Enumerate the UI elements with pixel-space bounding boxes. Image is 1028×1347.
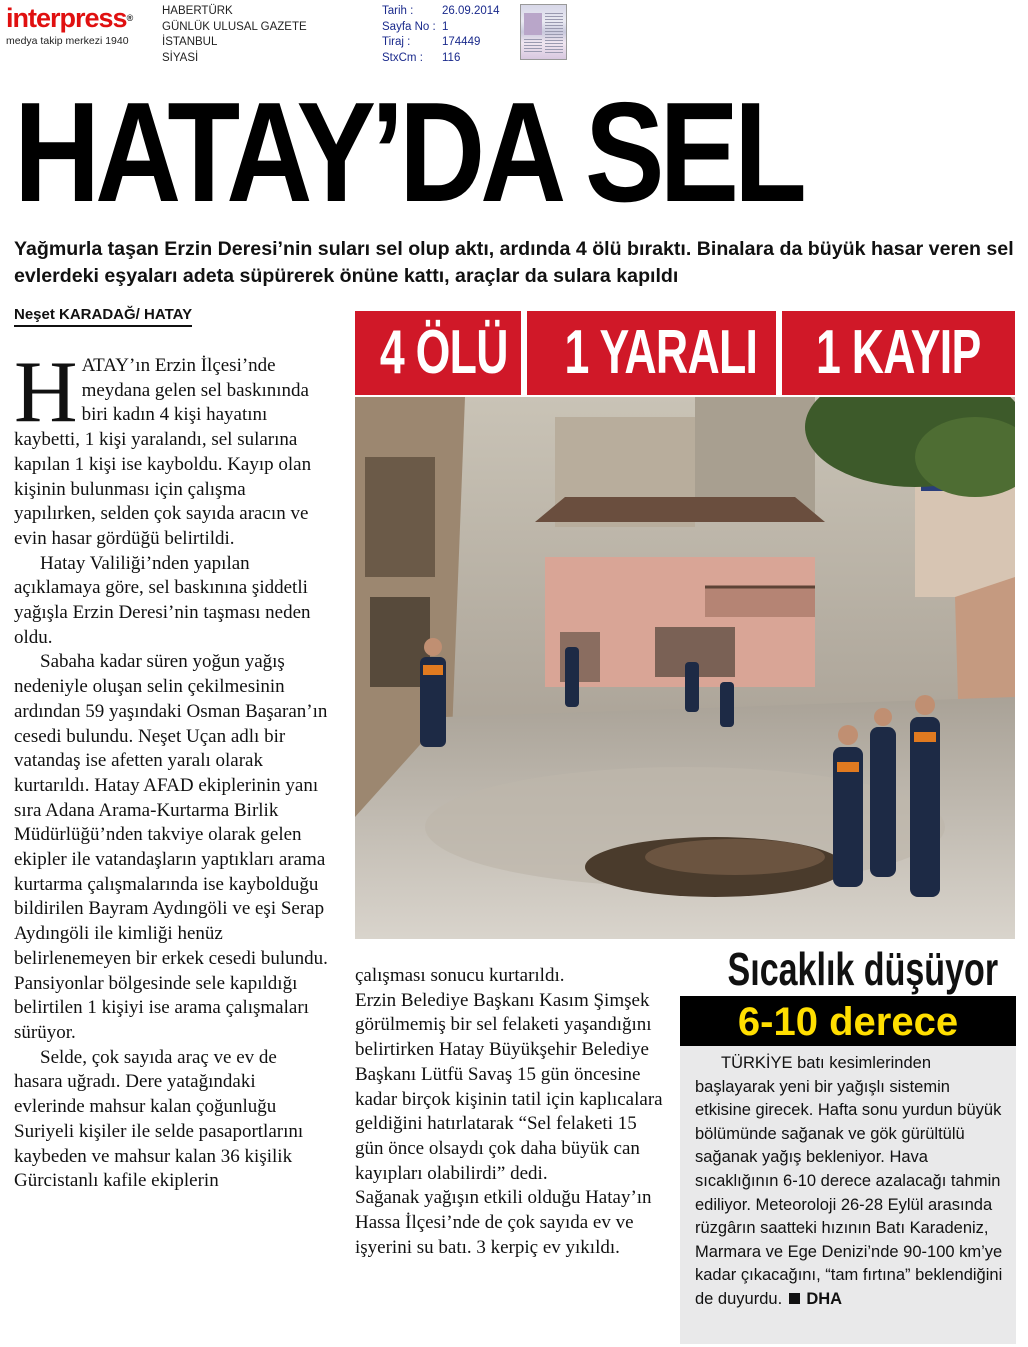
sidebar-source: DHA: [806, 1289, 843, 1308]
headline: HATAY’DA SEL: [14, 73, 802, 232]
meta-circulation: Tiraj : 174449: [382, 36, 481, 48]
banner-missing: 1 KAYIP: [782, 311, 1015, 395]
article-left-column: [14, 344, 330, 1194]
sidebar-subtitle: 6-10 derece: [737, 1000, 959, 1044]
publication-type: GÜNLÜK ULUSAL GAZETE: [162, 20, 307, 33]
flood-photo: [355, 397, 1015, 939]
mid-paragraph-2: Erzin Belediye Başkanı Kasım Şimşek görülmemiş bir sel felaketi yaşandığını belirtirken Hatay Büyükşehir Belediye Başkanı Lütfü Savaş 15 gün öncesine kadar birçok kişinin tatil için kaplıcalara geldiğini hatırlatarak “Sel felaketi 15 gün önce olsaydı çok daha büyük can kayıpları olabilirdi” dedi.: [355, 989, 663, 1184]
paragraph-1: HATAY’ın Erzin İlçesi’nde meydana gelen sel baskınında biri kadın 4 kişi hayatını kaybetti, 1 kişi yaralandı, sel sularına kapılan 1 kişi ise kayboldu. Kayıp olan kişinin bulunması için çalışma yapılırken, selden çok sayıda aracın ve evin hasar gördüğü belirtildi.: [14, 344, 312, 549]
article-mid-column: [355, 964, 665, 1260]
meta-date: Tarih : 26.09.2014: [382, 5, 500, 17]
paragraph-4: Selde, çok sayıda araç ve ev de hasara uğradı. Dere yatağındaki evlerinde mahsur kalan çoğunluğu Suriyeli kişiler ile selde pasaportlarını kaybeden ve mahsur kalan 36 kişilik Gürcistanlı kafile ekiplerin: [14, 1046, 304, 1192]
banner-injured: 1 YARALI: [527, 311, 776, 395]
interpress-logo: [6, 4, 148, 50]
clip-meta-fields: [382, 4, 500, 66]
paragraph-3: Sabaha kadar süren yoğun yağış nedeniyle oluşan selin çekilmesinin ardından 59 yaşındaki Osman Başaran’ın cesedi bulundu. Neşet Uçan adlı bir vatandaş ise afetten yaralı olarak kurtarıldı. Hatay AFAD ekiplerinin yanı sıra Adana Arama-Kurtarma Birlik Müdürlüğü’nden takviye olarak gelen ekipler ile vatandaşların yaptıkları arama kurtarma çalışmalarında ise kaybolduğu bildirilen Bayram Aydıngöli ve eşi Serap Aydıngöli ile kimliği henüz belirlenemeyen bir erkek cesedi bulundu. Pansiyonlar bölgesinde sele kapıldığı belirtilen 1 kişiyi ise arama çalışmaları sürüyor.: [14, 651, 328, 1043]
square-bullet-icon: [789, 1293, 800, 1304]
page-thumbnail[interactable]: [520, 4, 567, 60]
meta-stxcm: StxCm : 116: [382, 51, 461, 64]
sidebar-text: TÜRKİYE batı kesimlerinden başlayarak yeni bir yağışlı sistemin etkisine girecek. Hafta sonu yurdun büyük bölümünde sağanak ve gök gürültülü sağanak yağış bekleniyor. Hava sıcaklığının 6-10 derece azalacağı tahmin ediliyor. Meteoroloji 26-28 Eylül arasında rüzgârın saatteki hızının Batı Karadeniz, Marmara ve Ege Denizi’nde 90-100 km’ye kadar çıkacağını, “tam fırtına” beklendiğini de duyurdu. DHA: [695, 1054, 1003, 1308]
mid-paragraph-1: çalışması sonucu kurtarıldı.: [355, 965, 565, 986]
dropcap: H: [14, 344, 78, 441]
publication-name: HABERTÜRK: [162, 5, 233, 17]
paragraph-2: Hatay Valiliği’nden yapılan açıklamaya göre, sel baskınına şiddetli yağışla Erzin Deresi’nin taşması neden oldu.: [14, 552, 311, 648]
deck: Yağmurla taşan Erzin Deresi’nin suları sel olup aktı, ardında 4 ölü bıraktı. Binalara da büyük hasar veren sel evlerdeki eşyaları adeta süpürerek önüne kattı, araçlar da sulara kapıldı: [14, 238, 1014, 287]
publication-info: [162, 4, 307, 66]
logo-wordmark: interpress®: [6, 3, 133, 33]
logo-tagline: medya takip merkezi 1940: [6, 35, 129, 47]
publication-city: İSTANBUL: [162, 36, 218, 48]
meta-page: Sayfa No : 1: [382, 20, 449, 33]
sidebar-title: Sıcaklık düşüyor: [727, 943, 999, 995]
byline: Neşet KARADAĞ/ HATAY: [14, 306, 192, 327]
publication-section: SİYASİ: [162, 51, 199, 64]
mid-paragraph-3: Sağanak yağışın etkili olduğu Hatay’ın Hassa İlçesi’nde de çok sayıda ev ve işyerini su batı. 3 kerpiç ev yıkıldı.: [355, 1187, 652, 1258]
banner-dead: 4 ÖLÜ: [355, 311, 521, 395]
